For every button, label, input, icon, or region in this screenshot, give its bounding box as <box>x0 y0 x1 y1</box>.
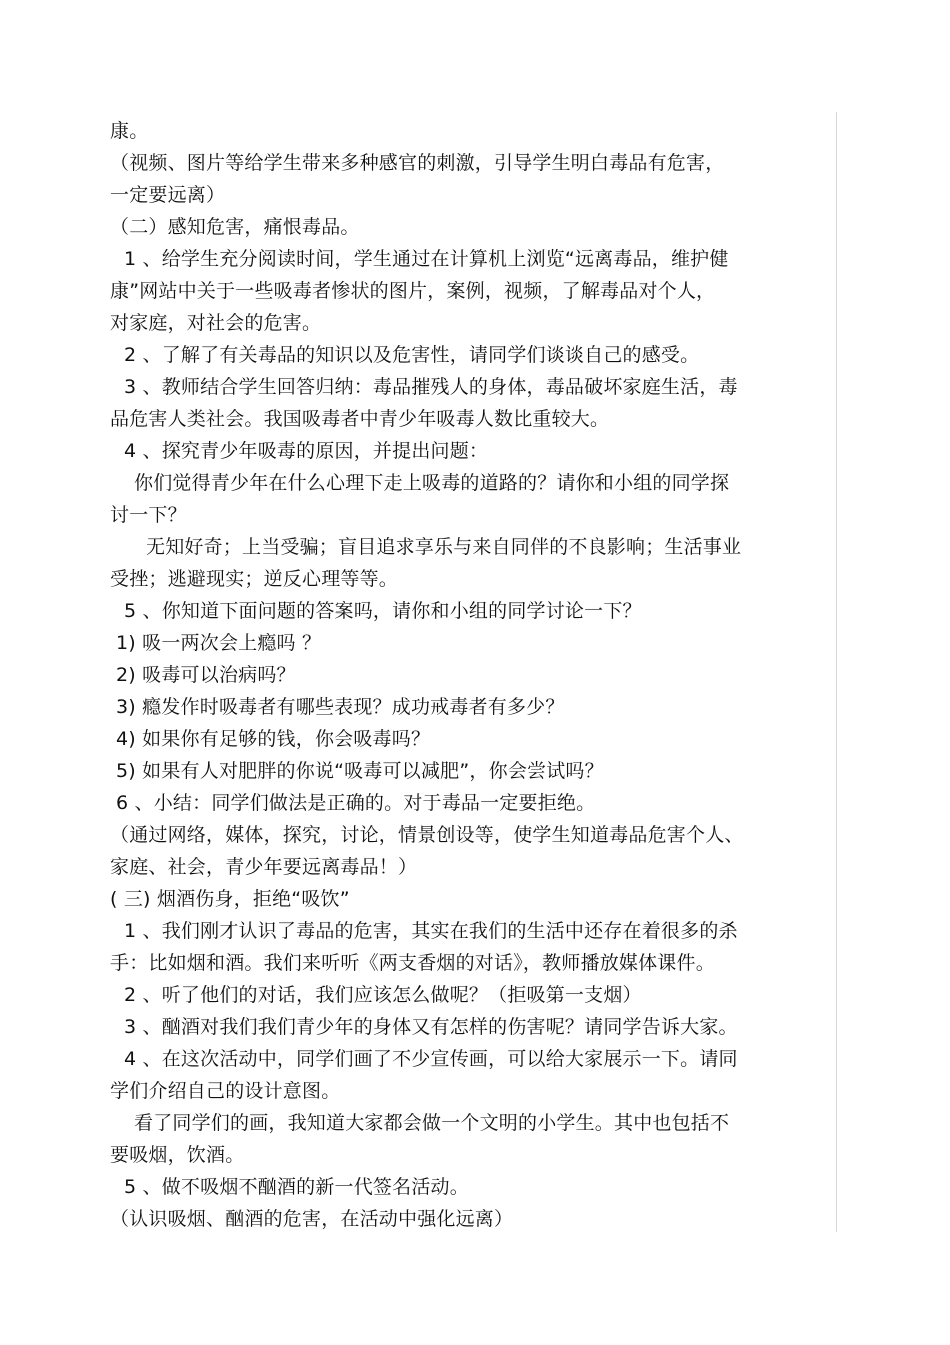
text-line: 看了同学们的画，我知道大家都会做一个文明的小学生。其中也包括不 <box>134 1112 730 1134</box>
text-line: 4 、探究青少年吸毒的原因，并提出问题： <box>124 440 489 462</box>
text-line: （视频、图片等给学生带来多种感官的刺激，引导学生明白毒品有危害， <box>110 152 725 174</box>
text-line: 康”网站中关于一些吸毒者惨状的图片，案例，视频，了解毒品对个人， <box>110 280 716 302</box>
text-line: 3 、教师结合学生回答归纳：毒品摧残人的身体，毒品破坏家庭生活，毒 <box>124 376 738 398</box>
text-line: （认识吸烟、酗酒的危害，在活动中强化远离） <box>110 1208 514 1230</box>
document-body <box>110 115 800 1235</box>
text-line: 5) 如果有人对肥胖的你说“吸毒可以减肥”，你会尝试吗？ <box>116 760 604 782</box>
text-line: 2 、听了他们的对话，我们应该怎么做呢？（拒吸第一支烟） <box>124 984 642 1006</box>
text-line: 一定要远离） <box>110 184 226 206</box>
text-line: 4 、在这次活动中，同学们画了不少宣传画，可以给大家展示一下。请同 <box>124 1048 738 1070</box>
text-line: 品危害人类社会。我国吸毒者中青少年吸毒人数比重较大。 <box>110 408 610 430</box>
text-line: 无知好奇；上当受骗；盲目追求享乐与来自同伴的不良影响；生活事业 <box>146 536 742 558</box>
text-line: 对家庭，对社会的危害。 <box>110 312 322 334</box>
text-line: （通过网络，媒体，探究，讨论，情景创设等，使学生知道毒品危害个人、 <box>110 824 744 846</box>
text-line: 2) 吸毒可以治病吗？ <box>116 664 296 686</box>
text-line: 6 、小结：同学们做法是正确的。对于毒品一定要拒绝。 <box>116 792 596 814</box>
text-line: 4) 如果你有足够的钱，你会吸毒吗？ <box>116 728 431 750</box>
text-line: ( 三) 烟酒伤身，拒绝“吸饮” <box>110 888 350 910</box>
page-margin-rule <box>836 112 837 1232</box>
text-line: 5 、做不吸烟不酗酒的新一代签名活动。 <box>124 1176 469 1198</box>
text-line: 3 、酗酒对我们我们青少年的身体又有怎样的伤害呢？请同学告诉大家。 <box>124 1016 738 1038</box>
text-line: 5 、你知道下面问题的答案吗，请你和小组的同学讨论一下？ <box>124 600 642 622</box>
text-line: 学们介绍自己的设计意图。 <box>110 1080 341 1102</box>
text-line: 1) 吸一两次会上瘾吗 ？ <box>116 632 322 654</box>
text-line: 1 、我们刚才认识了毒品的危害，其实在我们的生活中还存在着很多的杀 <box>124 920 738 942</box>
text-line: 要吸烟，饮酒。 <box>110 1144 245 1166</box>
text-line: 你们觉得青少年在什么心理下走上吸毒的道路的？请你和小组的同学探 <box>134 472 730 494</box>
text-line: 3) 瘾发作时吸毒者有哪些表现？成功戒毒者有多少？ <box>116 696 565 718</box>
text-line: 康。 <box>110 120 149 142</box>
text-line: 讨一下？ <box>110 504 187 526</box>
text-line: 家庭、社会，青少年要远离毒品！） <box>110 856 418 878</box>
text-line: （二）感知危害，痛恨毒品。 <box>110 216 360 238</box>
text-line: 1 、给学生充分阅读时间，学生通过在计算机上浏览“远离毒品，维护健 <box>124 248 729 270</box>
text-line: 受挫；逃避现实；逆反心理等等。 <box>110 568 399 590</box>
text-line: 2 、了解了有关毒品的知识以及危害性，请同学们谈谈自己的感受。 <box>124 344 700 366</box>
text-line: 手：比如烟和酒。我们来听听《两支香烟的对话》，教师播放媒体课件。 <box>110 952 715 974</box>
